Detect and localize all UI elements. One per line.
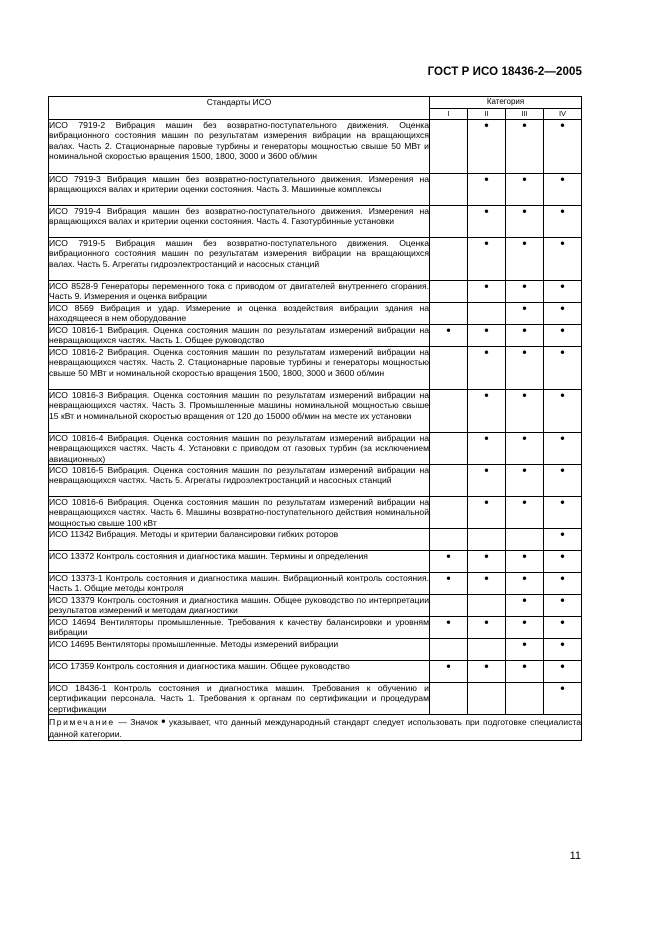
category-mark-cell: • [506, 661, 544, 683]
category-mark-cell [430, 529, 468, 551]
standard-description: ИСО 10816-1 Вибрация. Оценка состояния машин по результатам измерений вибрации на невращающихся частях. Часть 1. Общее руководство [49, 325, 429, 346]
category-mark-cell: • [468, 238, 506, 281]
standard-description: ИСО 10816-2 Вибрация. Оценка состояния машин по результатам измерений вибрации на невращающихся частях. Часть 2. Стационарные паровые турбины и генераторы мощностью свыше 50 МВт и номинальной скоростью вращения 1500, 1800, 3000 и 3600 об/мин [49, 347, 430, 390]
category-mark-cell: • [544, 433, 582, 465]
category-mark-cell: • [468, 551, 506, 573]
category-ii-header: II [468, 108, 506, 120]
category-mark-cell [506, 529, 544, 551]
standard-description: ИСО 7919-2 Вибрация машин без возвратно-поступательного движения. Оценка вибрационного состояния машин по результатам измерения вибрации на вращающихся валах. Часть 2. Стационарные паровые турбины и генераторы мощностью свыше 50 МВт и номинальной скоростью вращения 1500, 1800, 3000 и 3600 об/мин [49, 120, 430, 174]
category-mark-cell [468, 529, 506, 551]
category-mark-cell: • [506, 390, 544, 433]
category-mark-cell [430, 683, 468, 715]
category-mark-cell [430, 639, 468, 661]
category-mark-cell: • [430, 617, 468, 639]
table-row [49, 639, 582, 661]
category-mark-cell: • [468, 325, 506, 347]
category-mark-cell: • [430, 573, 468, 595]
category-column-header: Категория [430, 97, 582, 109]
standard-description: ИСО 7919-5 Вибрация машин без возвратно-поступательного движения. Оценка вибрационного состояния машин по результатам измерения вибрации на вращающихся валах. Часть 5. Агрегаты гидроэлектростанций и насосных станций [49, 238, 430, 281]
standards-column-header: Стандарты ИСО [49, 97, 430, 120]
category-mark-cell [506, 683, 544, 715]
category-mark-cell: • [544, 595, 582, 617]
category-mark-cell: • [468, 120, 506, 174]
page-number: 11 [569, 850, 581, 862]
standard-description: ИСО 18436-1 Контроль состояния и диагностика машин. Требования к обучению и сертификации персонала. Часть 1. Требования к органам по сертификации и процедурам сертификации [49, 683, 429, 714]
category-mark-cell [468, 639, 506, 661]
standard-description: ИСО 14694 Вентиляторы промышленные. Требования к качеству балансировки и уровням вибрации [49, 617, 429, 638]
table-row [49, 465, 582, 497]
table-row [49, 238, 582, 281]
table-row [49, 433, 582, 465]
category-mark-cell: • [506, 303, 544, 325]
standard-description: ИСО 8528-9 Генераторы переменного тока с приводом от двигателей внутреннего сгорания. Часть 9. Измерения и оценка вибрации [49, 281, 429, 302]
category-mark-cell: • [544, 174, 582, 206]
category-mark-cell: • [544, 120, 582, 174]
table-row [49, 174, 582, 206]
category-mark-cell [430, 497, 468, 529]
category-mark-cell: • [544, 347, 582, 390]
standard-description: ИСО 14695 Вентиляторы промышленные. Методы измерений вибрации [49, 639, 430, 661]
standard-description: ИСО 10816-4 Вибрация. Оценка состояния машин по результатам измерений вибрации на невращающихся частях. Часть 4. Установки с приводом от газовых турбин (за исключением авиационных) [49, 433, 429, 464]
category-mark-cell: • [468, 390, 506, 433]
category-mark-cell: • [506, 617, 544, 639]
standard-description: ИСО 10816-6 Вибрация. Оценка состояния машин по результатам измерений вибрации на невращающихся частях. Часть 6. Машины возвратно-поступательного действия номинальной мощностью свыше 100 кВт [49, 497, 429, 528]
table-row [49, 281, 582, 303]
category-iii-header: III [506, 108, 544, 120]
table-body [49, 120, 582, 715]
table-row [49, 551, 582, 573]
category-mark-cell [430, 174, 468, 206]
category-mark-cell [430, 281, 468, 303]
category-mark-cell [468, 595, 506, 617]
category-mark-cell: • [468, 433, 506, 465]
category-mark-cell: • [506, 347, 544, 390]
category-mark-cell [430, 120, 468, 174]
category-mark-cell: • [468, 174, 506, 206]
standard-description: ИСО 13379 Контроль состояния и диагностика машин. Общее руководство по интерпретации результатов измерений и методам диагностики [49, 595, 429, 616]
category-mark-cell [430, 206, 468, 238]
table-row [49, 573, 582, 595]
table-note [49, 715, 582, 741]
standard-description: ИСО 8569 Вибрация и удар. Измерение и оценка воздействия вибрации здания на находящееся в нем оборудование [49, 303, 429, 324]
category-mark-cell [430, 238, 468, 281]
note-text-before: — Значок [118, 717, 158, 727]
standard-description: ИСО 13373-1 Контроль состояния и диагностика машин. Вибрационный контроль состояния. Часть 1. Общие методы контроля [49, 573, 429, 594]
category-mark-cell [430, 303, 468, 325]
category-mark-cell: • [506, 639, 544, 661]
category-i-header: I [430, 108, 468, 120]
standard-description: ИСО 7919-4 Вибрация машин без возвратно-поступательного движения. Измерения на вращающихся валах и критерии оценки состояния. Часть 4. Газотурбинные установки [49, 206, 430, 238]
note-row [49, 715, 582, 741]
table-row [49, 595, 582, 617]
category-mark-cell: • [506, 551, 544, 573]
category-mark-cell: • [544, 465, 582, 497]
category-mark-cell: • [506, 120, 544, 174]
category-mark-cell: • [506, 174, 544, 206]
category-mark-cell: • [468, 206, 506, 238]
category-mark-cell: • [506, 433, 544, 465]
category-mark-cell: • [468, 347, 506, 390]
category-mark-cell: • [506, 325, 544, 347]
category-mark-cell [430, 347, 468, 390]
category-mark-cell: • [544, 281, 582, 303]
table-header-row [49, 97, 582, 109]
table-row [49, 683, 582, 715]
category-mark-cell [468, 683, 506, 715]
table-row [49, 661, 582, 683]
category-mark-cell: • [544, 617, 582, 639]
table-row [49, 617, 582, 639]
table-row [49, 303, 582, 325]
category-mark-cell [430, 595, 468, 617]
category-mark-cell: • [544, 639, 582, 661]
category-mark-cell: • [506, 281, 544, 303]
category-mark-cell [430, 390, 468, 433]
category-mark-cell: • [430, 661, 468, 683]
standard-description: ИСО 17359 Контроль состояния и диагностика машин. Общее руководство [49, 661, 430, 683]
category-mark-cell: • [544, 238, 582, 281]
category-mark-cell: • [506, 595, 544, 617]
category-mark-cell: • [544, 573, 582, 595]
category-mark-cell: • [544, 303, 582, 325]
category-mark-cell: • [468, 617, 506, 639]
table-row [49, 120, 582, 174]
document-code-header: ГОСТ Р ИСО 18436-2—2005 [427, 66, 582, 78]
table-row [49, 529, 582, 551]
category-mark-cell: • [544, 529, 582, 551]
category-mark-cell: • [506, 497, 544, 529]
note-symbol: • [161, 714, 166, 728]
category-mark-cell: • [430, 325, 468, 347]
category-mark-cell: • [544, 497, 582, 529]
category-mark-cell [468, 303, 506, 325]
category-mark-cell: • [468, 661, 506, 683]
category-mark-cell: • [544, 390, 582, 433]
category-mark-cell [430, 465, 468, 497]
table-row [49, 497, 582, 529]
standard-description: ИСО 13372 Контроль состояния и диагностика машин. Термины и определения [49, 551, 430, 573]
category-mark-cell: • [544, 206, 582, 238]
category-mark-cell: • [544, 551, 582, 573]
category-mark-cell: • [544, 661, 582, 683]
category-mark-cell: • [544, 683, 582, 715]
standard-description: ИСО 10816-3 Вибрация. Оценка состояния машин по результатам измерений вибрации на невращающихся частях. Часть 3. Промышленные машины номинальной мощностью свыше 15 кВт и номинальной скоростью вращения от 120 до 15000 об/мин на месте их установки [49, 390, 430, 433]
category-mark-cell: • [468, 573, 506, 595]
category-mark-cell [430, 433, 468, 465]
category-mark-cell: • [430, 551, 468, 573]
category-mark-cell: • [506, 465, 544, 497]
note-label: Примечание [49, 717, 115, 727]
category-iv-header: IV [544, 108, 582, 120]
table-row [49, 347, 582, 390]
standard-description: ИСО 11342 Вибрация. Методы и критерии балансировки гибких роторов [49, 529, 430, 551]
standard-description: ИСО 7919-3 Вибрация машин без возвратно-поступательного движения. Измерения на вращающихся валах и критерии оценки состояния. Часть 3. Машинные комплексы [49, 174, 430, 206]
category-mark-cell: • [468, 465, 506, 497]
category-mark-cell: • [468, 497, 506, 529]
iso-standards-table [48, 96, 582, 741]
note-text-after: указывает, что данный международный стандарт следует использовать при подготовке специалиста данной категории. [49, 717, 582, 739]
category-mark-cell: • [506, 573, 544, 595]
table-row [49, 325, 582, 347]
standard-description: ИСО 10816-5 Вибрация. Оценка состояния машин по результатам измерений вибрации на невращающихся частях. Часть 5. Агрегаты гидроэлектростанций и насосных станций [49, 465, 430, 497]
table-row [49, 206, 582, 238]
category-mark-cell: • [468, 281, 506, 303]
category-mark-cell: • [544, 325, 582, 347]
category-mark-cell: • [506, 238, 544, 281]
table-row [49, 390, 582, 433]
category-mark-cell: • [506, 206, 544, 238]
